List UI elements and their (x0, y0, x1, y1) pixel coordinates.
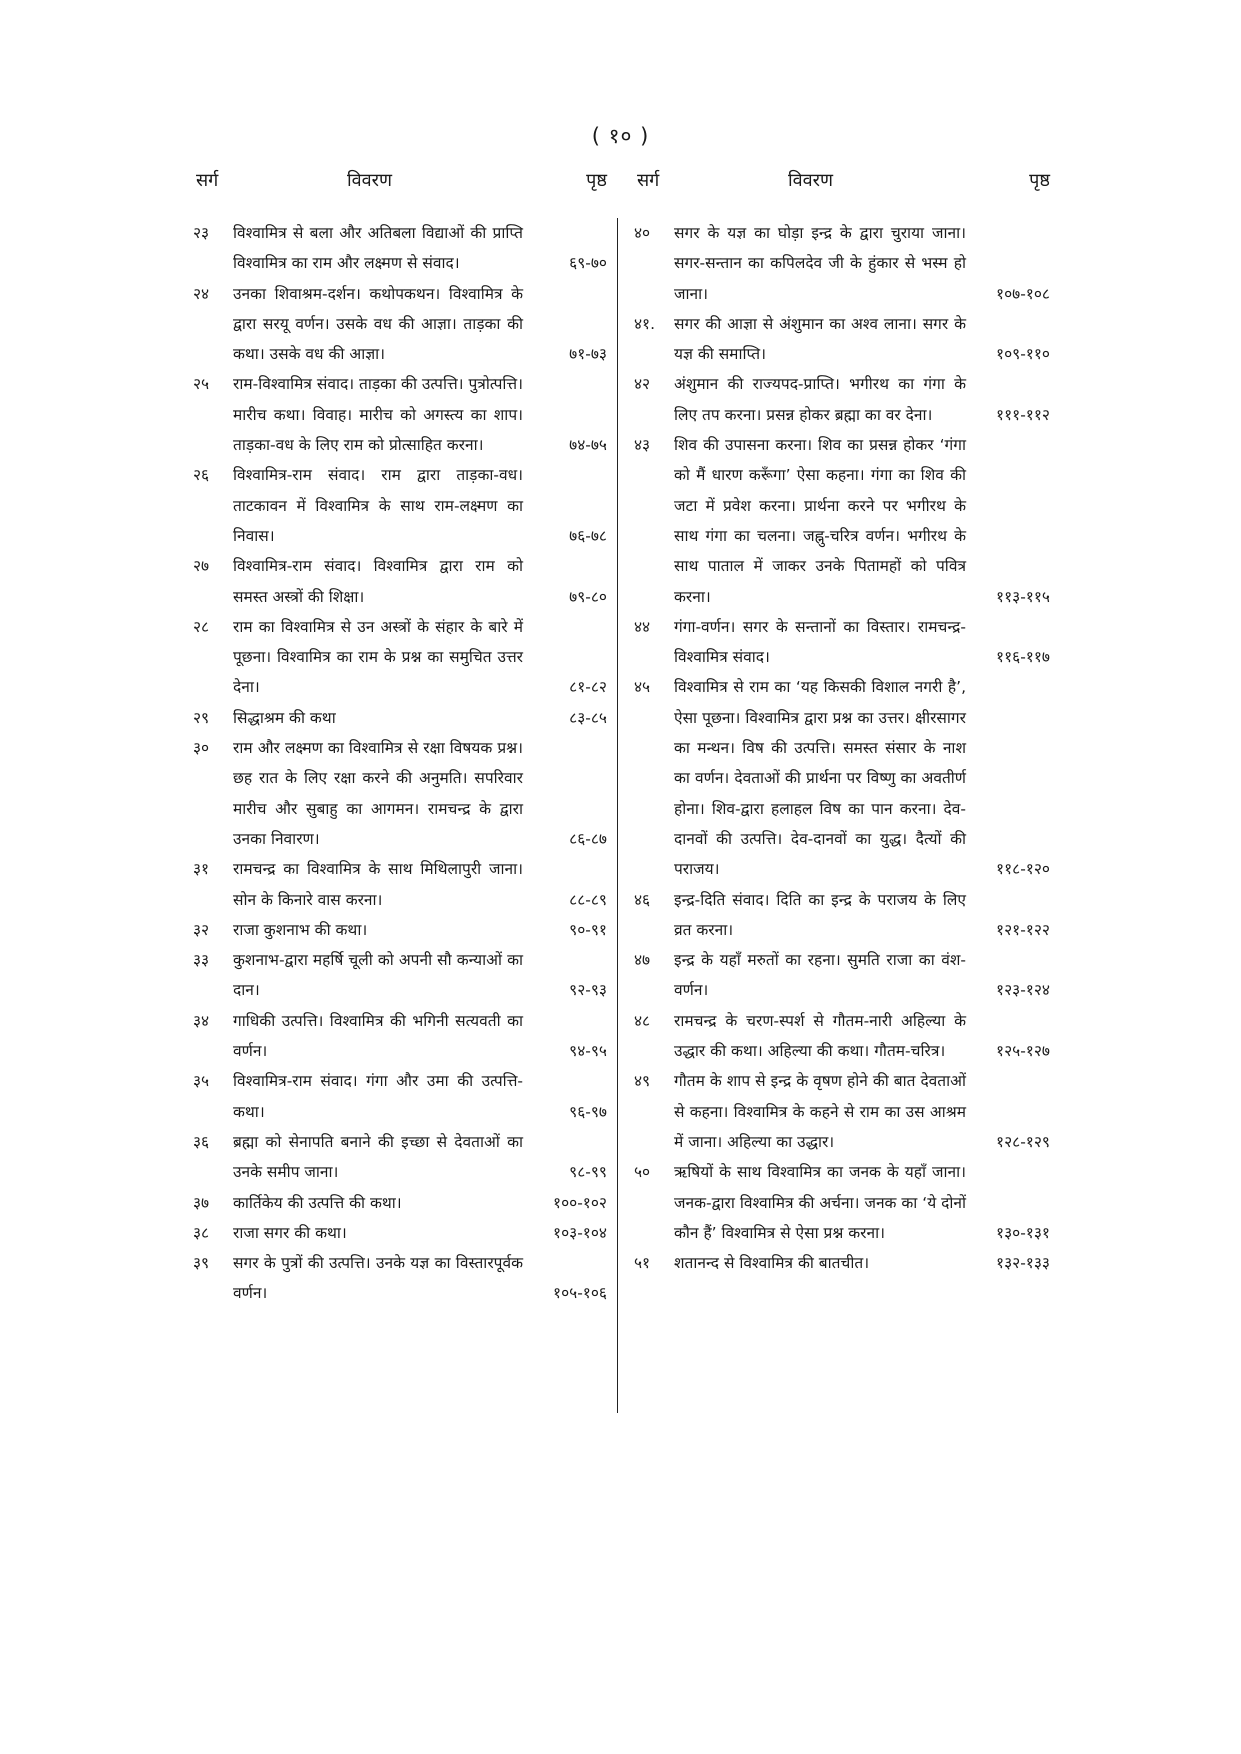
page-range: ८३-८५ (569, 708, 607, 727)
chapter-description: शतानन्द से विश्वामित्र की बातचीत। (674, 1254, 870, 1273)
toc-entry (187, 1248, 607, 1309)
chapter-number: ५० (634, 1163, 651, 1182)
page-range: ९२-९३ (569, 981, 607, 1000)
chapter-description: गंगा-वर्णन। सगर के सन्तानों का विस्तार। रामचन्द्र-विश्वामित्र संवाद। (674, 617, 966, 667)
toc-entry (187, 854, 607, 915)
column-divider (617, 218, 618, 1413)
chapter-description: विश्वामित्र-राम संवाद। राम द्वारा ताड़का-वध। ताटकावन में विश्वामित्र के साथ राम-लक्ष्मण का निवास। (233, 466, 523, 545)
page-range: ११६-११७ (996, 648, 1050, 667)
page-range: १२१-१२२ (996, 920, 1050, 939)
chapter-description: उनका शिवाश्रम-दर्शन। कथोपकथन। विश्वामित्र के द्वारा सरयू वर्णन। उसके वध की आज्ञा। ताड़का की कथा। उसके वध की आज्ञा। (233, 284, 523, 364)
toc-entry (187, 703, 607, 733)
toc-entry (628, 1157, 1050, 1248)
chapter-number: ३४ (193, 1011, 210, 1030)
toc-entry (628, 885, 1050, 946)
toc-entry (628, 218, 1050, 309)
toc-entry (187, 733, 607, 854)
chapter-number: ३९ (193, 1254, 210, 1273)
chapter-number: ४३ (634, 436, 651, 455)
chapter-number: ४७ (634, 951, 651, 970)
page-range: ७१-७३ (569, 345, 607, 364)
toc-entry (628, 1006, 1050, 1067)
header-prishth: पृष्ठ (586, 170, 607, 191)
chapter-description: ब्रह्मा को सेनापति बनाने की इच्छा से देवताओं का उनके समीप जाना। (233, 1132, 523, 1182)
chapter-number: ४५ (634, 678, 651, 697)
toc-list-right (628, 218, 1050, 1278)
page-range: ७४-७५ (569, 436, 607, 455)
chapter-number: ३८ (193, 1223, 210, 1242)
chapter-number: २८ (193, 617, 210, 636)
page-range: १३२-१३३ (996, 1254, 1050, 1273)
page-range: ११८-१२० (996, 860, 1050, 879)
chapter-description: कुशनाभ-द्वारा महर्षि चूली को अपनी सौ कन्याओं का दान। (233, 951, 523, 1000)
chapter-description: राम और लक्ष्मण का विश्वामित्र से रक्षा विषयक प्रश्न। छह रात के लिए रक्षा करने की अनुमति। सपरिवार मारीच और सुबाहु का आगमन। रामचन्द्र के द्वारा उनका निवारण। (233, 739, 523, 848)
chapter-description: सगर की आज्ञा से अंशुमान का अश्व लाना। सगर के यज्ञ की समाप्ति। (674, 314, 966, 364)
page-range: १०९-११० (996, 345, 1050, 364)
toc-entry (628, 1248, 1050, 1278)
chapter-description: राजा सगर की कथा। (233, 1223, 347, 1242)
chapter-description: अंशुमान की राज्यपद-प्राप्ति। भगीरथ का गंगा के लिए तप करना। प्रसन्न होकर ब्रह्मा का वर देना। (674, 375, 966, 424)
column-header (187, 168, 607, 198)
page-range: ८६-८७ (569, 829, 607, 848)
toc-entry (187, 218, 607, 279)
chapter-description: इन्द्र के यहाँ मरुतों का रहना। सुमति राजा का वंश-वर्णन। (674, 951, 966, 1000)
page-range: १०३-१०४ (553, 1223, 607, 1242)
chapter-number: ४० (634, 224, 651, 242)
column-header (628, 168, 1050, 198)
toc-entry (628, 369, 1050, 430)
toc-entry (628, 309, 1050, 370)
chapter-description: गौतम के शाप से इन्द्र के वृषण होने की बात देवताओं से कहना। विश्वामित्र के कहने से राम का उस आश्रम में जाना। अहिल्या का उद्धार। (674, 1072, 966, 1151)
chapter-description: सगर के पुत्रों की उत्पत्ति। उनके यज्ञ का विस्तारपूर्वक वर्णन। (233, 1254, 523, 1303)
chapter-description: विश्वामित्र-राम संवाद। विश्वामित्र द्वारा राम को समस्त अस्त्रों की शिक्षा। (233, 557, 523, 606)
chapter-number: ३२ (193, 920, 210, 939)
chapter-number: ४९ (634, 1072, 651, 1091)
page-range: ८८-८९ (569, 890, 607, 909)
chapter-number: ३५ (193, 1072, 210, 1091)
chapter-number: २४ (193, 284, 210, 303)
chapter-number: २६ (193, 466, 210, 485)
toc-entry (187, 945, 607, 1006)
toc-entry (187, 369, 607, 460)
toc-entry (628, 430, 1050, 612)
page-range: ११३-११५ (996, 587, 1050, 606)
page-range: ६९-७० (569, 254, 607, 273)
chapter-description: सगर के यज्ञ का घोड़ा इन्द्र के द्वारा चुराया जाना। सगर-सन्तान का कपिलदेव जी के हुंकार से भस्म हो जाना। (674, 224, 966, 303)
toc-entry (187, 1066, 607, 1127)
toc-entry (187, 460, 607, 551)
toc-entry (187, 1188, 607, 1218)
chapter-description: इन्द्र-दिति संवाद। दिति का इन्द्र के पराजय के लिए व्रत करना। (674, 890, 966, 939)
toc-entry (187, 279, 607, 370)
toc-entry (628, 945, 1050, 1006)
chapter-number: ४१. (634, 314, 656, 333)
page-range: ९६-९७ (569, 1102, 607, 1121)
page-number: ( १० ) (591, 124, 650, 148)
header-vivaran: विवरण (347, 170, 393, 191)
toc-entry (187, 1127, 607, 1188)
toc-entry (187, 915, 607, 945)
toc-list-left (187, 218, 607, 1309)
toc-entry (187, 1218, 607, 1248)
chapter-number: ४८ (634, 1011, 651, 1030)
chapter-number: २९ (193, 708, 210, 727)
chapter-description: राम का विश्वामित्र से उन अस्त्रों के संहार के बारे में पूछना। विश्वामित्र का राम के प्रश्न का समुचित उत्तर देना। (233, 617, 523, 697)
page-range: १२८-१२९ (996, 1132, 1050, 1151)
chapter-description: विश्वामित्र से राम का ‘यह किसकी विशाल नगरी है’, ऐसा पूछना। विश्वामित्र द्वारा प्रश्न का उत्तर। क्षीरसागर का मन्थन। विष की उत्पत्ति। समस्त संसार के नाश का वर्णन। देवताओं की प्रार्थना पर विष्णु का अवतीर्ण होना। शिव-द्वारा हलाहल विष का पान करना। देव-दानवों की उत्पत्ति। देव-दानवों का युद्ध। दैत्यों की पराजय। (674, 678, 966, 879)
toc-entry (628, 1066, 1050, 1157)
header-sarg: सर्ग (196, 170, 219, 191)
chapter-number: ४४ (634, 617, 651, 636)
toc-entry (187, 1006, 607, 1067)
chapter-number: ४६ (634, 890, 651, 909)
chapter-description: रामचन्द्र के चरण-स्पर्श से गौतम-नारी अहिल्या के उद्धार की कथा। अहिल्या की कथा। गौतम-चरित्र। (674, 1011, 966, 1061)
header-sarg: सर्ग (637, 170, 660, 191)
toc-entry (187, 551, 607, 612)
chapter-description: ऋषियों के साथ विश्वामित्र का जनक के यहाँ जाना। जनक-द्वारा विश्वामित्र की अर्चना। जनक का ‘ये दोनों कौन हैं’ विश्वामित्र से ऐसा प्रश्न करना। (674, 1163, 966, 1242)
header-prishth: पृष्ठ (1029, 170, 1050, 191)
chapter-description: शिव की उपासना करना। शिव का प्रसन्न होकर ‘गंगा को मैं धारण करूँगा’ ऐसा कहना। गंगा का शिव की जटा में प्रवेश करना। प्रार्थना करने पर भगीरथ के साथ गंगा का चलना। जह्नु-चरित्र वर्णन। भगीरथ के साथ पाताल में जाकर उनके पितामहों को पवित्र करना। (674, 436, 966, 606)
chapter-description: राजा कुशनाभ की कथा। (233, 920, 368, 939)
chapter-number: ३० (193, 739, 210, 758)
chapter-description: गाधिकी उत्पत्ति। विश्वामित्र की भगिनी सत्यवती का वर्णन। (233, 1011, 523, 1061)
chapter-description: विश्वामित्र-राम संवाद। गंगा और उमा की उत्पत्ति-कथा। (233, 1072, 523, 1121)
chapter-description: विश्वामित्र से बला और अतिबला विद्याओं की प्राप्ति विश्वामित्र का राम और लक्ष्मण से संवाद। (233, 224, 523, 273)
page-range: ७६-७८ (569, 526, 607, 545)
page-range: १२३-१२४ (996, 981, 1050, 1000)
page-range: ७९-८० (569, 587, 607, 606)
chapter-number: ४२ (634, 375, 651, 394)
chapter-number: ५१ (634, 1254, 651, 1273)
page-range: १११-११२ (996, 405, 1050, 424)
chapter-number: ३६ (193, 1132, 210, 1151)
page-range: ९४-९५ (569, 1042, 607, 1061)
chapter-number: २५ (193, 375, 210, 394)
chapter-description: कार्तिकेय की उत्पत्ति की कथा। (233, 1193, 402, 1212)
toc-column-left (187, 168, 607, 1309)
page-range: १३०-१३१ (996, 1223, 1050, 1242)
chapter-number: ३१ (193, 860, 210, 879)
page-range: १०५-१०६ (553, 1284, 607, 1303)
chapter-number: ३३ (193, 951, 210, 970)
page-range: १०७-१०८ (996, 284, 1050, 303)
toc-entry (628, 612, 1050, 673)
page-range: ८१-८२ (569, 678, 607, 697)
page-range: १००-१०२ (553, 1193, 607, 1212)
chapter-description: राम-विश्वामित्र संवाद। ताड़का की उत्पत्ति। पुत्रोत्पत्ति। मारीच कथा। विवाह। मारीच को अगस्त्य का शाप। ताड़का-वध के लिए राम को प्रोत्साहित करना। (233, 375, 523, 455)
toc-entry (628, 672, 1050, 884)
chapter-description: सिद्धाश्रम की कथा (233, 708, 336, 727)
page-range: ९८-९९ (569, 1163, 607, 1182)
chapter-number: २३ (193, 224, 210, 242)
header-vivaran: विवरण (788, 170, 834, 191)
toc-column-right (628, 168, 1050, 1278)
chapter-number: ३७ (193, 1193, 210, 1212)
chapter-number: २७ (193, 557, 210, 576)
toc-entry (187, 612, 607, 703)
chapter-description: रामचन्द्र का विश्वामित्र के साथ मिथिलापुरी जाना। सोन के किनारे वास करना। (233, 860, 523, 909)
page-range: ९०-९१ (569, 920, 607, 939)
page-range: १२५-१२७ (996, 1042, 1050, 1061)
